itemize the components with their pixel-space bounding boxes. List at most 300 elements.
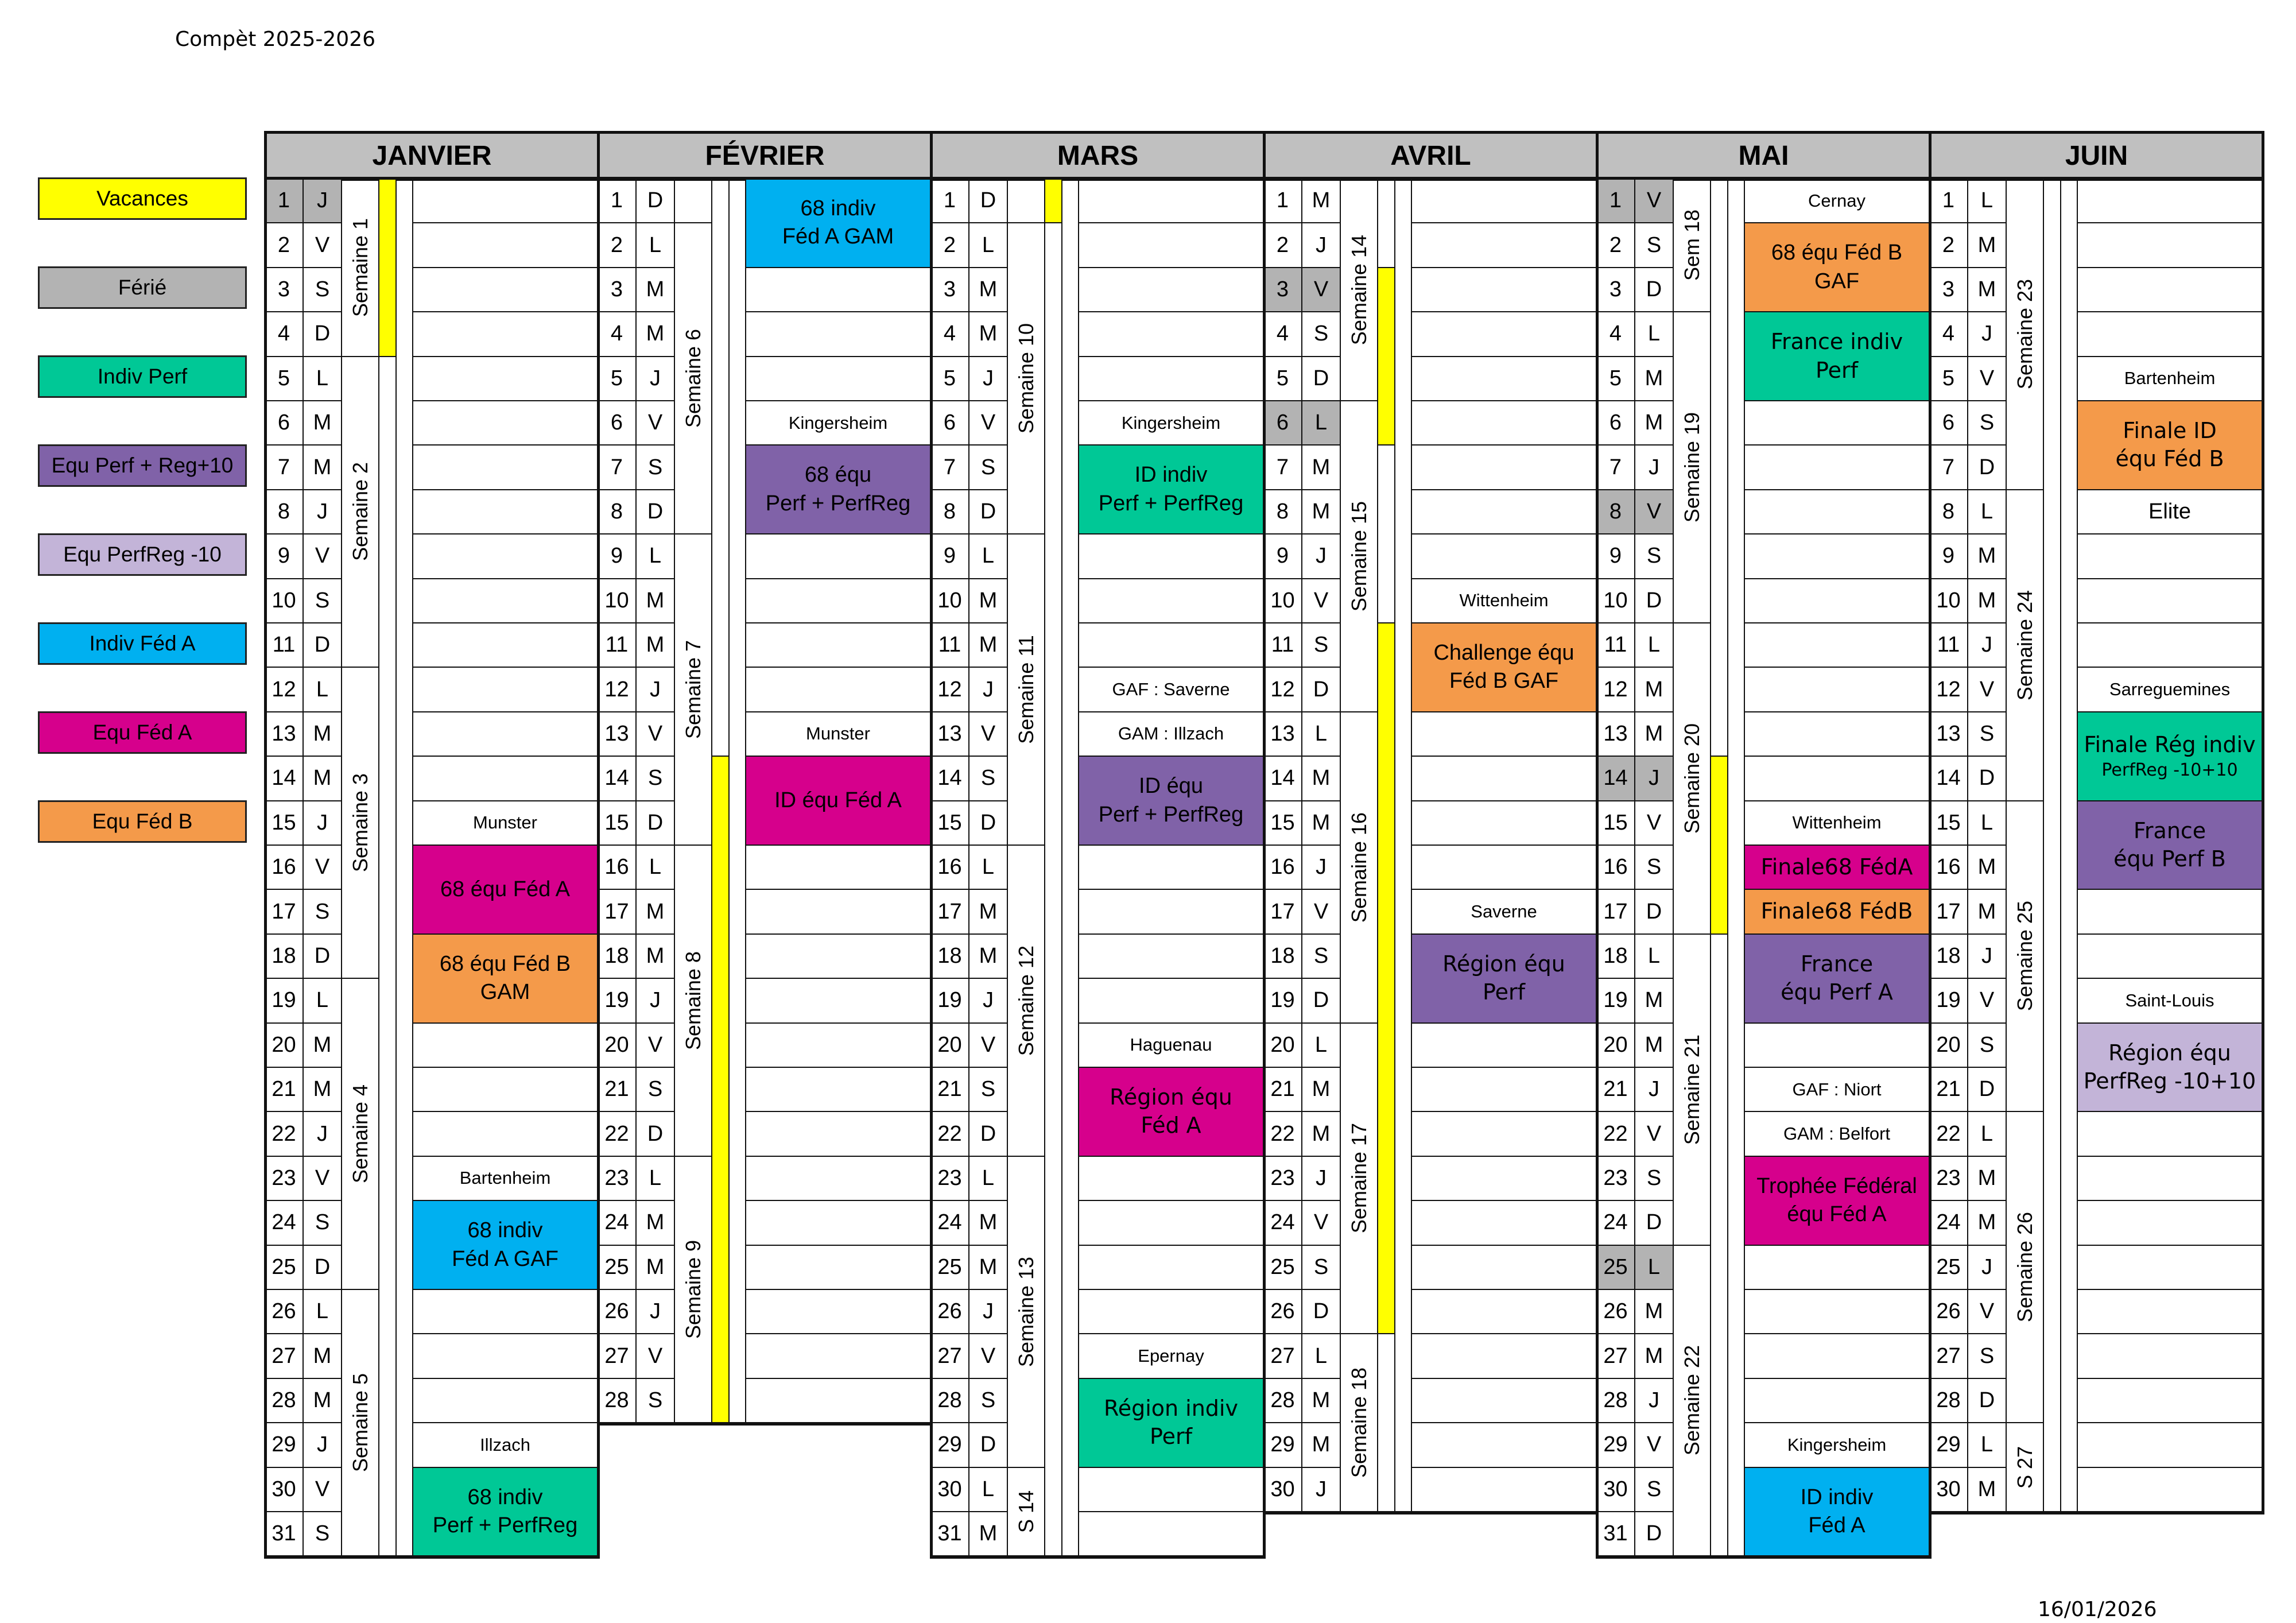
day-letter: J (302, 178, 342, 223)
event-slot (2077, 1467, 2263, 1512)
day-number: 15 (597, 800, 637, 846)
day-number: 13 (597, 711, 637, 757)
day-number: 17 (1596, 889, 1635, 934)
event-text: GAM : Belfort (1783, 1123, 1891, 1144)
event-slot (412, 1022, 598, 1068)
event-text: 68 équ Féd B (1771, 241, 1903, 265)
day-number: 27 (264, 1333, 304, 1378)
event-slot (1411, 311, 1597, 357)
event-equ-perf (1411, 933, 1597, 1024)
day-letter: M (968, 578, 1008, 623)
day-letter: M (968, 933, 1008, 979)
day-number: 20 (264, 1022, 304, 1068)
event-text: Perf (1150, 1424, 1192, 1450)
event-text: PerfReg -10+10 (2101, 760, 2238, 781)
day-number: 28 (1929, 1378, 1968, 1423)
day-number: 1 (597, 178, 637, 223)
day-number: 13 (264, 711, 304, 757)
day-number: 11 (597, 622, 637, 668)
day-letter: M (302, 444, 342, 490)
day-number: 3 (264, 267, 304, 312)
day-letter: S (302, 1511, 342, 1556)
event-slot (1744, 400, 1930, 446)
day-letter: D (1634, 578, 1674, 623)
day-number: 29 (1929, 1422, 1968, 1467)
day-letter: V (1301, 889, 1341, 934)
event-slot (2077, 1111, 2263, 1156)
day-number: 5 (1263, 356, 1302, 401)
day-number: 12 (1263, 667, 1302, 712)
day-number: 2 (1263, 222, 1302, 268)
day-number: 17 (1263, 889, 1302, 934)
day-number: 14 (1263, 756, 1302, 801)
event-slot (745, 1111, 931, 1156)
event-slot (2077, 933, 2263, 979)
day-number: 25 (1596, 1245, 1635, 1290)
event-text: Perf + PerfReg (765, 491, 911, 516)
event-indiv-perf (1078, 1378, 1264, 1468)
day-letter: V (1967, 978, 2007, 1023)
day-number: 18 (1263, 933, 1302, 979)
event-location (1744, 800, 1930, 846)
day-letter: V (302, 1156, 342, 1201)
day-number: 21 (1263, 1067, 1302, 1112)
day-letter: L (302, 1289, 342, 1334)
week-label-text: Semaine 1 (348, 218, 372, 317)
week-label-text: Semaine 10 (1014, 323, 1038, 434)
event-slot (1078, 311, 1264, 357)
event-slot (1078, 533, 1264, 579)
day-letter: M (1301, 1378, 1341, 1423)
week-label (1673, 622, 1711, 935)
week-label-text: Semaine 4 (348, 1084, 372, 1184)
day-letter: M (1634, 667, 1674, 712)
day-number: 3 (1596, 267, 1635, 312)
event-slot (1078, 1156, 1264, 1201)
day-number: 15 (1929, 800, 1968, 846)
day-number: 21 (597, 1067, 637, 1112)
day-letter: J (302, 1422, 342, 1467)
day-number: 15 (930, 800, 969, 846)
week-label-text: Semaine 2 (348, 462, 372, 561)
event-text: Féd B GAF (1449, 669, 1559, 694)
event-location (412, 1422, 598, 1467)
week-label (1007, 845, 1045, 1157)
day-number: 27 (1263, 1333, 1302, 1378)
event-location (412, 1156, 598, 1201)
event-slot (412, 711, 598, 757)
event-text: équ Féd A (1787, 1202, 1887, 1227)
event-text: GAF (1814, 269, 1860, 293)
day-number: 24 (930, 1200, 969, 1245)
day-letter: J (635, 667, 675, 712)
event-equ-fed-a (412, 845, 598, 935)
day-number: 16 (1263, 845, 1302, 890)
event-text: PerfReg -10+10 (2083, 1068, 2256, 1094)
day-letter: M (968, 267, 1008, 312)
day-letter: M (635, 889, 675, 934)
day-letter: M (968, 311, 1008, 357)
event-slot (412, 622, 598, 668)
day-number: 28 (597, 1378, 637, 1423)
event-slot (412, 267, 598, 312)
event-text: Cernay (1808, 190, 1865, 211)
day-number: 3 (930, 267, 969, 312)
month-header-juin: JUIN (1929, 131, 2264, 181)
week-label-text: Semaine 20 (1680, 723, 1704, 834)
day-letter: J (1967, 622, 2007, 668)
day-letter: M (1967, 578, 2007, 623)
event-slot (1744, 1289, 1930, 1334)
vacation-bar (1044, 178, 1062, 223)
day-letter: J (1967, 311, 2007, 357)
event-text: Munster (806, 723, 870, 744)
day-letter: M (1301, 444, 1341, 490)
day-letter: M (635, 1200, 675, 1245)
event-text: France indiv (1770, 329, 1903, 355)
event-location (1411, 889, 1597, 934)
event-slot (745, 533, 931, 579)
event-slot (1411, 845, 1597, 890)
day-number: 12 (264, 667, 304, 712)
day-number: 11 (1263, 622, 1302, 668)
day-letter: V (968, 1333, 1008, 1378)
week-label (1007, 178, 1045, 223)
day-number: 18 (1596, 933, 1635, 979)
event-slot (412, 356, 598, 401)
month-header-janvier: JANVIER (264, 131, 600, 181)
day-letter: V (1634, 800, 1674, 846)
legend-item-indiv-fed-a: Indiv Féd A (38, 622, 247, 665)
event-text: Féd A GAF (452, 1246, 559, 1271)
day-letter: L (635, 1156, 675, 1201)
day-number: 12 (597, 667, 637, 712)
day-number: 5 (1596, 356, 1635, 401)
event-slot (2077, 1200, 2263, 1245)
day-number: 6 (1263, 400, 1302, 446)
week-label (2006, 800, 2044, 1113)
event-slot (2077, 1245, 2263, 1290)
event-slot (412, 756, 598, 801)
day-letter: L (302, 356, 342, 401)
day-letter: V (635, 400, 675, 446)
day-number: 19 (1263, 978, 1302, 1023)
week-label-text: Semaine 13 (1014, 1256, 1038, 1367)
day-number: 7 (264, 444, 304, 490)
event-text: Saint-Louis (2125, 990, 2214, 1010)
week-label (341, 178, 379, 357)
day-letter: M (302, 711, 342, 757)
event-text: 68 indiv (800, 196, 876, 220)
event-slot (745, 578, 931, 623)
event-slot (745, 1022, 931, 1068)
day-number: 1 (264, 178, 304, 223)
day-letter: M (1301, 489, 1341, 534)
event-text: Finale68 FédB (1760, 898, 1913, 924)
day-letter: D (302, 622, 342, 668)
day-number: 30 (1263, 1467, 1302, 1512)
event-location (1078, 1022, 1264, 1068)
day-letter: L (1634, 933, 1674, 979)
day-letter: S (302, 889, 342, 934)
day-number: 26 (1929, 1289, 1968, 1334)
day-letter: D (1301, 978, 1341, 1023)
event-slot (412, 400, 598, 446)
day-number: 22 (1929, 1111, 1968, 1156)
event-slot (1078, 267, 1264, 312)
day-letter: L (302, 978, 342, 1023)
day-number: 1 (1263, 178, 1302, 223)
week-label-text: Semaine 5 (348, 1373, 372, 1473)
event-equ-fed-a (1744, 1156, 1930, 1246)
day-number: 27 (1596, 1333, 1635, 1378)
day-number: 28 (264, 1378, 304, 1423)
day-letter: J (968, 356, 1008, 401)
day-number: 20 (1596, 1022, 1635, 1068)
day-letter: J (1634, 756, 1674, 801)
event-text: Féd A (1141, 1113, 1201, 1138)
event-slot (1078, 1289, 1264, 1334)
day-letter: M (302, 756, 342, 801)
day-number: 10 (264, 578, 304, 623)
day-letter: M (1301, 178, 1341, 223)
day-letter: M (302, 1067, 342, 1112)
event-slot (745, 267, 931, 312)
day-letter: S (1301, 1245, 1341, 1290)
day-number: 22 (1263, 1111, 1302, 1156)
day-letter: S (1634, 1156, 1674, 1201)
event-slot (1411, 1289, 1597, 1334)
day-letter: M (1967, 267, 2007, 312)
day-number: 14 (1929, 756, 1968, 801)
day-number: 12 (1596, 667, 1635, 712)
day-letter: M (968, 1200, 1008, 1245)
event-slot (745, 1378, 931, 1423)
day-letter: S (1967, 400, 2007, 446)
event-text: Perf + PerfReg (1098, 802, 1244, 827)
spacer-column (1727, 178, 1745, 1556)
event-slot (745, 889, 931, 934)
day-letter: M (1967, 1156, 2007, 1201)
week-label (341, 356, 379, 668)
day-letter: V (1634, 489, 1674, 534)
day-number: 3 (1263, 267, 1302, 312)
day-number: 11 (930, 622, 969, 668)
event-slot (412, 444, 598, 490)
day-number: 1 (1596, 178, 1635, 223)
day-letter: L (1634, 1245, 1674, 1290)
day-number: 22 (930, 1111, 969, 1156)
event-slot (412, 667, 598, 712)
day-number: 29 (1596, 1422, 1635, 1467)
event-text: GAM (480, 980, 530, 1005)
day-letter: J (1301, 1156, 1341, 1201)
day-number: 21 (1596, 1067, 1635, 1112)
event-slot (412, 1333, 598, 1378)
vacation-bar (711, 756, 730, 1423)
day-number: 14 (1596, 756, 1635, 801)
day-letter: J (635, 356, 675, 401)
day-letter: S (968, 1378, 1008, 1423)
event-slot (1411, 1111, 1597, 1156)
day-number: 13 (1263, 711, 1302, 757)
day-letter: M (1301, 1422, 1341, 1467)
day-number: 19 (597, 978, 637, 1023)
day-number: 18 (1929, 933, 1968, 979)
day-number: 4 (930, 311, 969, 357)
day-number: 6 (1596, 400, 1635, 446)
event-location (1078, 711, 1264, 757)
day-letter: S (302, 1200, 342, 1245)
spacer-column (2060, 178, 2078, 1512)
day-letter: V (1967, 1289, 2007, 1334)
event-slot (1411, 356, 1597, 401)
day-number: 21 (930, 1067, 969, 1112)
day-letter: M (635, 1245, 675, 1290)
day-letter: L (1967, 800, 2007, 846)
week-label (1007, 1156, 1045, 1468)
day-number: 5 (597, 356, 637, 401)
day-letter: D (1301, 1289, 1341, 1334)
day-letter: D (1634, 267, 1674, 312)
week-label (2006, 1111, 2044, 1423)
event-slot (1411, 1156, 1597, 1201)
week-label-text: Semaine 8 (681, 951, 705, 1050)
day-number: 4 (1596, 311, 1635, 357)
day-letter: S (1967, 711, 2007, 757)
week-label-text: Sem 18 (1680, 210, 1704, 281)
event-slot (1744, 667, 1930, 712)
week-label-text: Semaine 15 (1347, 501, 1371, 611)
event-slot (2077, 1422, 2263, 1467)
event-slot (745, 1156, 931, 1201)
day-number: 20 (1929, 1022, 1968, 1068)
day-letter: J (968, 978, 1008, 1023)
day-number: 26 (930, 1289, 969, 1334)
event-slot (1078, 578, 1264, 623)
legend-item-equ-perfreg: Equ PerfReg -10 (38, 533, 247, 576)
day-number: 16 (930, 845, 969, 890)
event-slot (412, 222, 598, 268)
day-letter: L (968, 1156, 1008, 1201)
day-number: 19 (264, 978, 304, 1023)
day-number: 5 (930, 356, 969, 401)
week-label-text: S 27 (2012, 1446, 2037, 1489)
event-text: Région indiv (1104, 1395, 1238, 1421)
day-letter: M (1967, 222, 2007, 268)
day-letter: D (635, 489, 675, 534)
day-letter: M (302, 1378, 342, 1423)
day-number: 10 (1263, 578, 1302, 623)
event-text: Région équ (1110, 1084, 1232, 1110)
day-letter: M (635, 267, 675, 312)
day-letter: S (1634, 222, 1674, 268)
day-number: 8 (597, 489, 637, 534)
event-equ-fed-b (412, 933, 598, 1024)
day-letter: V (302, 222, 342, 268)
event-equ-fed-a (1078, 1067, 1264, 1157)
week-label (2006, 178, 2044, 490)
week-label (674, 1156, 712, 1423)
event-text: Finale68 FédA (1760, 854, 1913, 880)
day-letter: M (1301, 1111, 1341, 1156)
day-letter: D (635, 1111, 675, 1156)
event-text: Perf (1483, 979, 1525, 1005)
event-slot (1411, 800, 1597, 846)
event-equ-perf (745, 444, 931, 534)
event-slot (1078, 1511, 1264, 1556)
event-slot (745, 845, 931, 890)
event-equ-perf (1744, 933, 1930, 1024)
event-slot (1411, 489, 1597, 534)
day-letter: M (1634, 978, 1674, 1023)
day-letter: M (1967, 1200, 2007, 1245)
day-number: 3 (1929, 267, 1968, 312)
event-text: Kingersheim (788, 412, 888, 433)
event-slot (1411, 1422, 1597, 1467)
day-number: 14 (930, 756, 969, 801)
vacation-bar (1710, 756, 1728, 935)
week-label (1673, 311, 1711, 623)
day-number: 17 (930, 889, 969, 934)
event-slot (1411, 711, 1597, 757)
day-letter: L (635, 222, 675, 268)
day-letter: D (1301, 356, 1341, 401)
event-text: Bartenheim (459, 1168, 551, 1188)
vacation-column (2043, 178, 2061, 1512)
event-text: Elite (2148, 499, 2191, 524)
event-location (412, 800, 598, 846)
day-letter: M (1967, 845, 2007, 890)
event-text: ID indiv (1800, 1485, 1874, 1509)
day-number: 19 (1929, 978, 1968, 1023)
vacation-bar (378, 178, 397, 357)
day-letter: M (1634, 711, 1674, 757)
day-number: 10 (597, 578, 637, 623)
day-letter: J (1967, 933, 2007, 979)
day-letter: J (635, 978, 675, 1023)
event-slot (1744, 1378, 1930, 1423)
day-letter: D (302, 1245, 342, 1290)
day-number: 17 (597, 889, 637, 934)
day-letter: D (968, 489, 1008, 534)
day-letter: M (1967, 1467, 2007, 1512)
day-number: 2 (1929, 222, 1968, 268)
day-number: 19 (1596, 978, 1635, 1023)
day-number: 11 (1596, 622, 1635, 668)
week-label (341, 978, 379, 1290)
vacation-column (1044, 178, 1062, 1556)
event-indiv-fed-a (412, 1200, 598, 1290)
event-text: GAM : Illzach (1118, 723, 1224, 744)
event-slot (1744, 533, 1930, 579)
week-label-text: Semaine 17 (1347, 1123, 1371, 1234)
event-text: Wittenheim (1792, 812, 1882, 833)
event-slot (2077, 311, 2263, 357)
day-number: 9 (930, 533, 969, 579)
day-letter: V (1634, 1111, 1674, 1156)
day-number: 24 (264, 1200, 304, 1245)
day-number: 16 (264, 845, 304, 890)
day-letter: S (635, 1378, 675, 1423)
event-text: Finale ID (2123, 418, 2217, 443)
day-number: 24 (1929, 1200, 1968, 1245)
week-label-text: Semaine 26 (2012, 1212, 2037, 1323)
event-slot (1744, 622, 1930, 668)
event-equ-fed-b (1744, 222, 1930, 312)
week-label (1340, 1333, 1378, 1512)
day-letter: J (1301, 845, 1341, 890)
